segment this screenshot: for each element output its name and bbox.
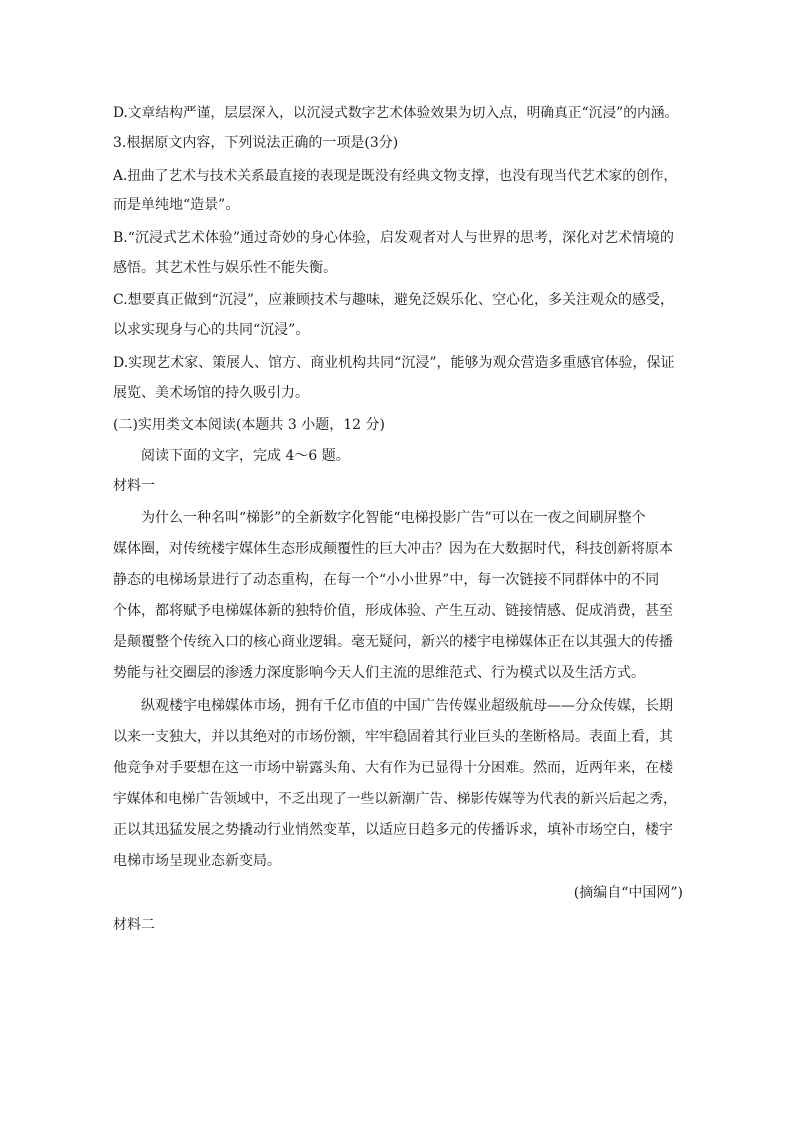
material-one-p2-line-1: 纵观楼宇电梯媒体市场，拥有千亿市值的中国广告传媒业超级航母——分众传媒，长期 [141,698,673,714]
material-one-label: 材料一 [113,478,155,494]
material-one-p1-line-1: 为什么一种名叫“梯影”的全新数字化智能“电梯投影广告”可以在一夜之间刷屏整个 [141,510,646,526]
q3-option-c-line-2: 以求实现身与心的共同“沉浸”。 [113,322,310,338]
material-one-source: (摘编自“中国网”) [573,885,683,901]
q3-option-c-line-1: C.想要真正做到“沉浸”，应兼顾技术与趣味，避免泛娱乐化、空心化，多关注观众的感受， [113,292,674,308]
q2-option-d: D.文章结构严谨，层层深入，以沉浸式数字艺术体验效果为切入点，明确真正“沉浸”的内涵。 [113,105,679,121]
q3-option-a-line-1: A.扭曲了艺术与技术关系最直接的表现是既没有经典文物支撑，也没有现当代艺术家的创作， [113,168,678,184]
q3-stem: 3.根据原文内容，下列说法正确的一项是(3分) [113,135,399,151]
material-one-p1-line-3: 静态的电梯场景进行了动态重构，在每一个“小小世界”中，每一次链接不同群体中的不同 [113,572,660,588]
material-one-p1-line-6: 势能与社交圈层的渗透力深度影响今天人们主流的思维范式、行为模式以及生活方式。 [113,665,645,681]
q3-option-b-line-2: 感悟。其艺术性与娱乐性不能失衡。 [113,260,337,276]
material-one-p2-line-2: 以来一支独大，并以其绝对的市场份额，牢牢稳固着其行业巨头的垄断格局。表面上看，其 [113,729,673,745]
q3-option-d-line-2: 展览、美术场馆的持久吸引力。 [113,385,309,401]
material-one-p1-line-4: 个体，都将赋予电梯媒体新的独特价值，形成体验、产生互动、链接情感、促成消费，甚至 [113,603,673,619]
material-two-label: 材料二 [113,917,155,933]
q3-option-b-line-1: B.“沉浸式艺术体验”通过奇妙的身心体验，启发观者对人与世界的思考，深化对艺术情境的 [113,230,675,246]
material-one-p2-line-4: 宇媒体和电梯广告领域中，不乏出现了一些以新潮广告、梯影传媒等为代表的新兴后起之秀， [113,791,677,807]
section-instruction: 阅读下面的文字，完成 4～6 题。 [141,448,350,464]
material-one-p1-line-5: 是颠覆整个传统入口的核心商业逻辑。毫无疑问，新兴的楼宇电梯媒体正在以其强大的传播 [113,634,673,650]
q3-option-d-line-1: D.实现艺术家、策展人、馆方、商业机构共同“沉浸”，能够为观众营造多重感官体验，保证 [113,355,675,371]
material-one-p2-line-5: 正以其迅猛发展之势撬动行业悄然变革，以适应日趋多元的传播诉求，填补市场空白，楼宇 [113,822,673,838]
material-one-p1-line-2: 媒体圈，对传统楼宇媒体生态形成颠覆性的巨大冲击？因为在大数据时代，科技创新将原本 [113,541,673,557]
q3-option-a-line-2: 而是单纯地“造景”。 [113,197,240,213]
material-one-p2-line-3: 他竞争对手要想在这一市场中崭露头角、大有作为已显得十分困难。然而，近两年来，在楼 [113,760,673,776]
section-heading: (二)实用类文本阅读(本题共 3 小题，12 分) [113,417,385,433]
material-one-p2-line-6: 电梯市场呈现业态新变局。 [113,853,281,869]
